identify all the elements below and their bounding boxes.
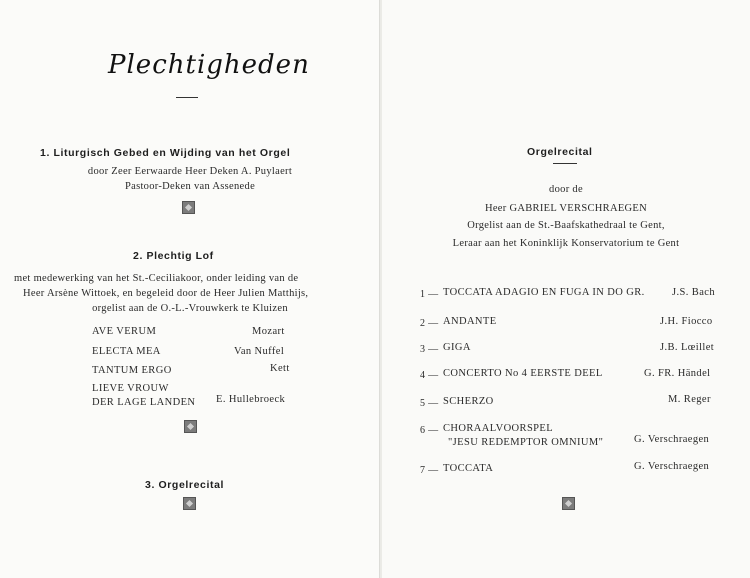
piece-composer: Van Nuffel — [234, 346, 285, 357]
program-title: CONCERTO No 4 EERSTE DEEL — [443, 368, 603, 379]
title-rule — [176, 97, 198, 98]
program-number: 2 — — [420, 318, 439, 329]
program-number: 7 — — [420, 465, 439, 476]
right-page — [382, 0, 750, 578]
piece-title: AVE VERUM — [92, 326, 157, 337]
section2-line1: met medewerking van het St.-Ceciliakoor, onder leiding van de — [14, 273, 299, 284]
program-composer: G. Verschraegen — [634, 461, 710, 472]
program-number: 3 — — [420, 344, 439, 355]
section2-line3: orgelist aan de O.-L.-Vrouwkerk te Kluizen — [92, 303, 288, 314]
ornament-icon — [182, 201, 195, 214]
ornament-icon — [183, 497, 196, 510]
section2-heading: 2. Plechtig Lof — [133, 250, 214, 262]
piece-composer: E. Hullebroeck — [216, 394, 286, 405]
program-composer: J.S. Bach — [672, 287, 715, 298]
piece-title: TANTUM ERGO — [92, 365, 172, 376]
ornament-icon — [562, 497, 575, 510]
ornament-icon — [184, 420, 197, 433]
program-number: 4 — — [420, 370, 439, 381]
section1-line2: Pastoor-Deken van Assenede — [124, 181, 256, 192]
piece-title: ELECTA MEA — [92, 346, 161, 357]
page-title: Plechtigheden — [108, 50, 310, 80]
recital-heading: Orgelrecital — [527, 146, 593, 158]
piece-composer: Mozart — [252, 326, 285, 337]
section1-line1: door Zeer Eerwaarde Heer Deken A. Puylaert — [87, 166, 293, 177]
program-number: 5 — — [420, 398, 439, 409]
piece-title-line2: DER LAGE LANDEN — [92, 397, 196, 408]
intro-line: Leraar aan het Koninklijk Konservatorium te Gent — [452, 238, 680, 249]
program-title: ANDANTE — [443, 316, 497, 327]
intro-line: Heer GABRIEL VERSCHRAEGEN — [484, 203, 648, 214]
piece-title: LIEVE VROUW — [92, 383, 169, 394]
program-title: CHORAALVOORSPEL — [443, 423, 554, 434]
intro-line: door de — [549, 184, 583, 195]
intro-line: Orgelist aan de St.-Baafskathedraal te Gent, — [467, 220, 665, 231]
program-title-line2: "JESU REDEMPTOR OMNIUM" — [448, 437, 604, 448]
program-title: SCHERZO — [443, 396, 494, 407]
section2-line2: Heer Arsène Wittoek, en begeleid door de Heer Julien Matthijs, — [23, 288, 309, 299]
program-composer: M. Reger — [668, 394, 711, 405]
program-title: TOCCATA ADAGIO EN FUGA IN DO GR. — [443, 287, 645, 298]
program-title: GIGA — [443, 342, 471, 353]
program-composer: G. Verschraegen — [634, 434, 710, 445]
program-composer: J.H. Fiocco — [660, 316, 713, 327]
program-composer: G. FR. Händel — [644, 368, 711, 379]
section1-heading: 1. Liturgisch Gebed en Wijding van het Orgel — [40, 147, 291, 159]
program-number: 6 — — [420, 425, 439, 436]
program-number: 1 — — [420, 289, 439, 300]
section3-heading: 3. Orgelrecital — [145, 479, 225, 491]
program-composer: J.B. Lœillet — [660, 342, 715, 353]
recital-rule — [553, 163, 577, 164]
program-title: TOCCATA — [443, 463, 494, 474]
piece-composer: Kett — [270, 363, 290, 374]
